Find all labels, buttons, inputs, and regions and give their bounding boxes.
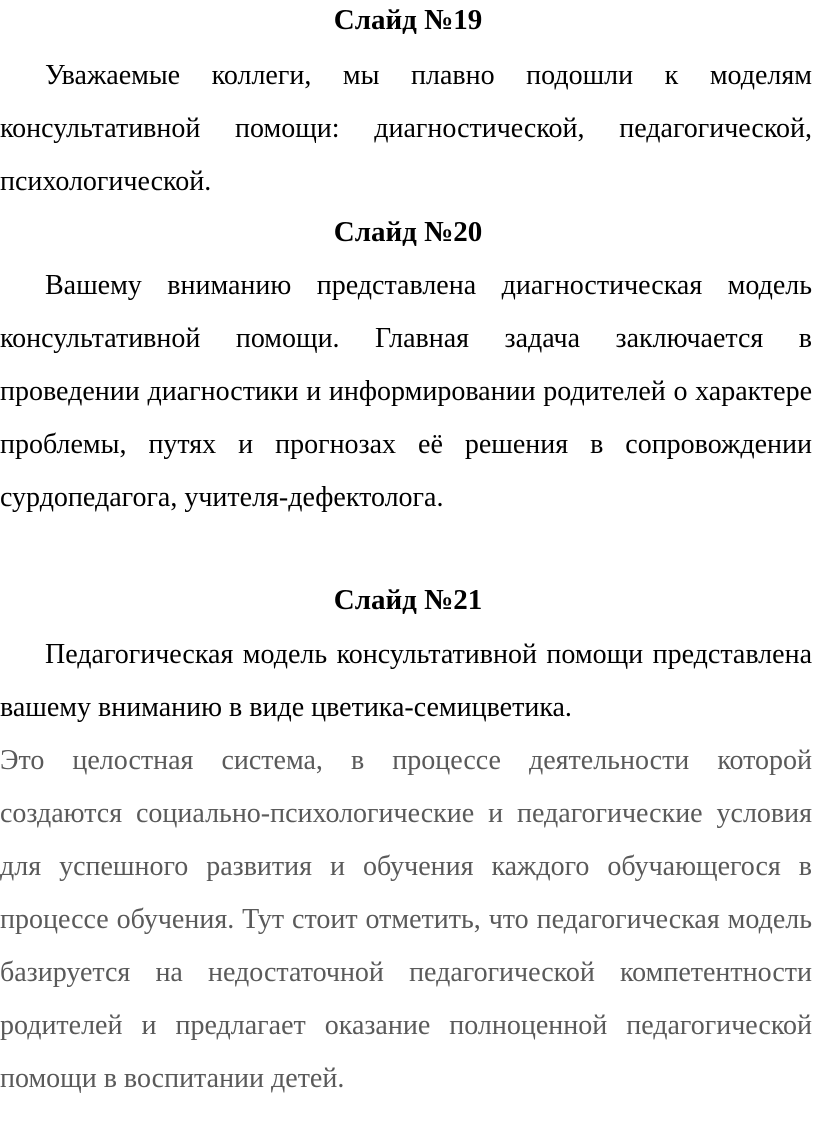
slide-21-paragraph-1: Педагогическая модель консультативной помощи представлена вашему вниманию в виде цветика-семицветика. xyxy=(0,639,812,723)
slide-19-paragraph: Уважаемые коллеги, мы плавно подошли к моделям консультативной помощи: диагностической, педагогической, психологической. xyxy=(0,60,812,197)
slide-20-heading: Слайд №20 xyxy=(333,216,483,248)
slide-21-paragraph-2: Это целостная система, в процессе деятельности которой создаются социально-психологические и педагогические условия для успешного развития и обучения каждого обучающегося в процессе обучения. Тут стоит отметить, что педагогическая модель базируется на недостаточной педагогической компетентности родителей и предлагает оказание полноценной педагогической помощи в воспитании детей. xyxy=(0,745,812,1094)
slide-21-heading: Слайд №21 xyxy=(333,584,483,616)
slide-19-heading: Слайд №19 xyxy=(333,4,483,36)
slide-20-paragraph: Вашему вниманию представлена диагностическая модель консультативной помощи. Главная задача заключается в проведении диагностики и информировании родителей о характере проблемы, путях и прогнозах её решения в сопровождении сурдопедагога, учителя-дефектолога. xyxy=(0,270,812,513)
